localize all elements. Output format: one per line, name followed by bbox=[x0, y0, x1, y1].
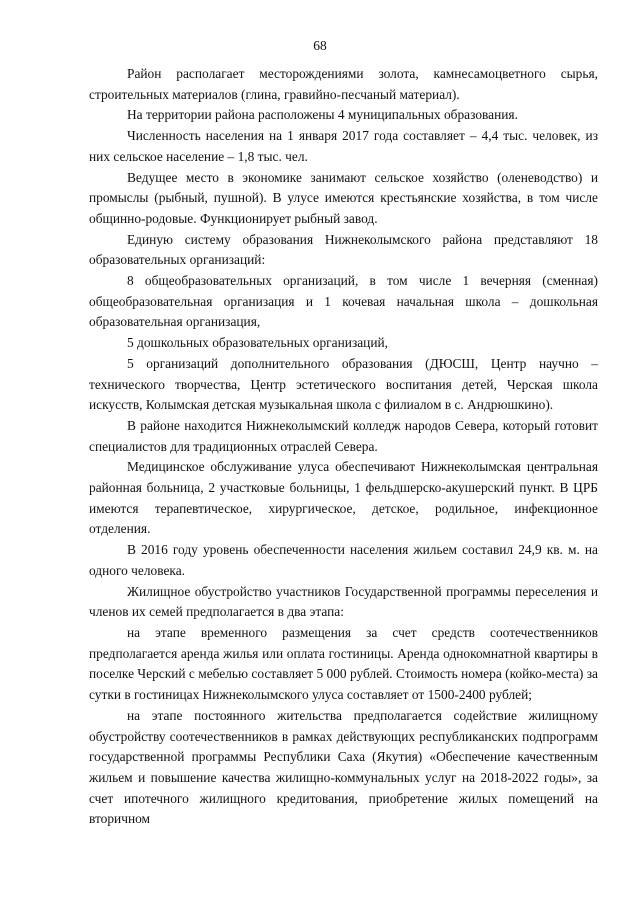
paragraph-additional-education: 5 организаций дополнительного образования (ДЮСШ, Центр научно – технического творчества, Центр эстетического воспитания детей, Черская школа искусств, Колымская детская музыкальная школа с филиалом в с. Андрюшкино). bbox=[89, 355, 598, 413]
paragraph-municipal-units: На территории района расположены 4 муниципальных образования. bbox=[127, 107, 518, 123]
paragraph-medical-service: Медицинское обслуживание улуса обеспечивают Нижнеколымская центральная районная больница, 2 участковые больницы, 1 фельдшерско-акушерский пункт. В ЦРБ имеются терапевтическое, хирургическое, детское, родильное, инфекционное отделения. bbox=[89, 459, 598, 537]
paragraph-temporary-stage: на этапе временного размещения за счет средств соотечественников предполагается аренда жилья или оплата гостиницы. Аренда однокомнатной квартиры в поселке Черский с мебелью составляет 5 000 рублей. Стоимость номера (койко-места) за сутки в гостиницах Нижнеколымского улуса составляет от 1500-2400 рублей; bbox=[89, 624, 598, 703]
paragraph-population: Численность населения на 1 января 2017 года составляет – 4,4 тыс. человек, из них сельское население – 1,8 тыс. чел. bbox=[89, 128, 598, 164]
paragraph-education-system: Единую систему образования Нижнеколымского района представляют 18 образовательных организаций: bbox=[89, 231, 598, 268]
paragraph-housing-provision: В 2016 году уровень обеспеченности населения жильем составил 24,9 кв. м. на одного человека. bbox=[89, 542, 598, 578]
paragraph-housing-program: Жилищное обустройство участников Государственной программы переселения и членов их семей предполагается в два этапа: bbox=[89, 583, 598, 620]
paragraph-mineral-deposits: Район располагает месторождениями золота, камнесамоцветного сырья, строительных материалов (глина, гравийно-песчаный материал). bbox=[89, 66, 598, 102]
paragraph-general-education: 8 общеобразовательных организаций, в том числе 1 вечерняя (сменная) общеобразовательная организация и 1 кочевая начальная школа – дошкольная образовательная организация, bbox=[89, 273, 598, 330]
paragraph-college: В районе находится Нижнеколымский колледж народов Севера, который готовит специалистов для традиционных отраслей Севера. bbox=[89, 417, 598, 454]
page-body bbox=[89, 64, 598, 830]
paragraph-economy: Ведущее место в экономике занимают сельское хозяйство (оленеводство) и промыслы (рыбный, пушной). В улусе имеются крестьянские хозяйства, в том числе общинно-родовые. Функционирует рыбный завод. bbox=[89, 169, 598, 226]
paragraph-permanent-stage: на этапе постоянного жительства предполагается содействие жилищному обустройству соотечественников в рамках действующих республиканских подпрограмм государственной программы Республики Саха (Якутия) «Обеспечение качественным жильем и повышение качества жилищно-коммунальных услуг на 2018-2022 годы», за счет ипотечного жилищного кредитования, приобретение жилых помещений на вторичном bbox=[89, 707, 598, 827]
paragraph-preschool: 5 дошкольных образовательных организаций, bbox=[127, 335, 389, 351]
page-number: 68 bbox=[313, 38, 327, 53]
